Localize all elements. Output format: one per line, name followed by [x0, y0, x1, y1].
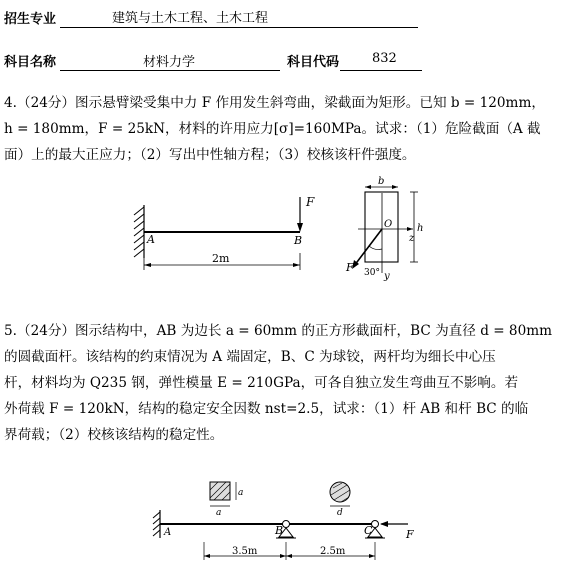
major-value: 建筑与土木工程、土木工程	[112, 11, 269, 26]
section-b-label: b	[378, 176, 385, 187]
dim-arrow-1	[204, 554, 210, 558]
q5-line-3: 杆，材料均为 Q235 钢，弹性模量 E = 210GPa，可各自独立发生弯曲互不影响。若	[4, 375, 519, 391]
q4-dim-arrow-left	[144, 263, 151, 267]
hinge-B	[283, 521, 290, 528]
q5-line-4: 外荷载 F = 120kN，结构的稳定安全因数 nst=2.5，试求：（1）杆 AB 和杆 BC 的临	[4, 401, 529, 417]
section-z-label: z	[409, 233, 415, 244]
q5-length-BC: 2.5m	[320, 546, 346, 557]
dim-arrow-2	[280, 554, 286, 558]
square-section	[210, 482, 230, 500]
q4-length-label: 2m	[212, 252, 230, 265]
q5-label-B: B	[275, 524, 284, 537]
section-z-arrow	[407, 227, 413, 231]
section-angle-arc	[369, 246, 382, 250]
q4-label-B: B	[294, 234, 303, 247]
hinge-C	[372, 521, 379, 528]
major-underline	[60, 27, 418, 28]
q4-wall-hatch	[134, 207, 144, 257]
code-label: 科目代码	[287, 55, 340, 70]
section-b-arrow-left	[365, 185, 371, 189]
q5-force-arrowhead	[380, 521, 388, 527]
q4-force-arrowhead	[297, 223, 303, 232]
section-rectangle	[365, 192, 398, 262]
q4-line-2: h = 180mm，F = 25kN，材料的许用应力[σ]=160MPa。试求：（1）危险截面（A 截	[4, 121, 541, 137]
question-4-text	[4, 90, 576, 168]
subject-underline	[60, 70, 280, 71]
section-y-label: y	[384, 271, 390, 282]
q5-figure	[150, 476, 430, 572]
circle-d-label: d	[337, 508, 343, 518]
q5-line-5: 界荷载；（2）校核该结构的稳定性。	[4, 427, 224, 443]
q5-label-F: F	[406, 528, 414, 541]
subject-value: 材料力学	[143, 55, 196, 70]
q4-line-3: 面）上的最大正应力；（2）写出中性轴方程；（3）校核该杆件强度。	[4, 147, 416, 163]
q5-wall-hatch	[153, 512, 160, 536]
q4-label-A: A	[147, 233, 155, 246]
q5-length-AB: 3.5m	[232, 546, 258, 557]
q5-line-2: 的圆截面杆。该结构的约束情况为 A 端固定，B、C 为球铰，两杆均为细长中心压	[4, 349, 496, 365]
square-side-label: a	[238, 488, 244, 498]
section-force-line	[354, 229, 382, 266]
code-value: 832	[372, 51, 397, 66]
q4-dim-arrow-right	[293, 263, 300, 267]
code-underline	[340, 70, 422, 71]
section-h-label: h	[417, 223, 424, 234]
q4-figure	[120, 175, 440, 285]
section-b-arrow-right	[392, 185, 398, 189]
section-O-label: O	[384, 219, 393, 230]
q5-label-A: A	[164, 527, 172, 538]
square-bottom-label: a	[216, 508, 222, 518]
dim-arrow-3	[286, 554, 292, 558]
question-5-text	[4, 318, 576, 448]
subject-label: 科目名称	[4, 55, 57, 70]
dim-arrow-4	[369, 554, 375, 558]
q5-label-C: C	[364, 524, 373, 537]
q4-label-F: F	[306, 195, 315, 209]
q5-line-1: 5.（24分）图示结构中，AB 为边长 a = 60mm 的正方形截面杆，BC 为直径 d = 80mm	[4, 323, 553, 339]
major-label: 招生专业	[4, 12, 57, 27]
section-F-label: F	[346, 261, 354, 274]
section-angle-label: 30°	[364, 268, 380, 278]
q4-line-1: 4.（24分）图示悬臂梁受集中力 F 作用发生斜弯曲，梁截面为矩形。已知 b = 120mm，	[4, 95, 545, 111]
